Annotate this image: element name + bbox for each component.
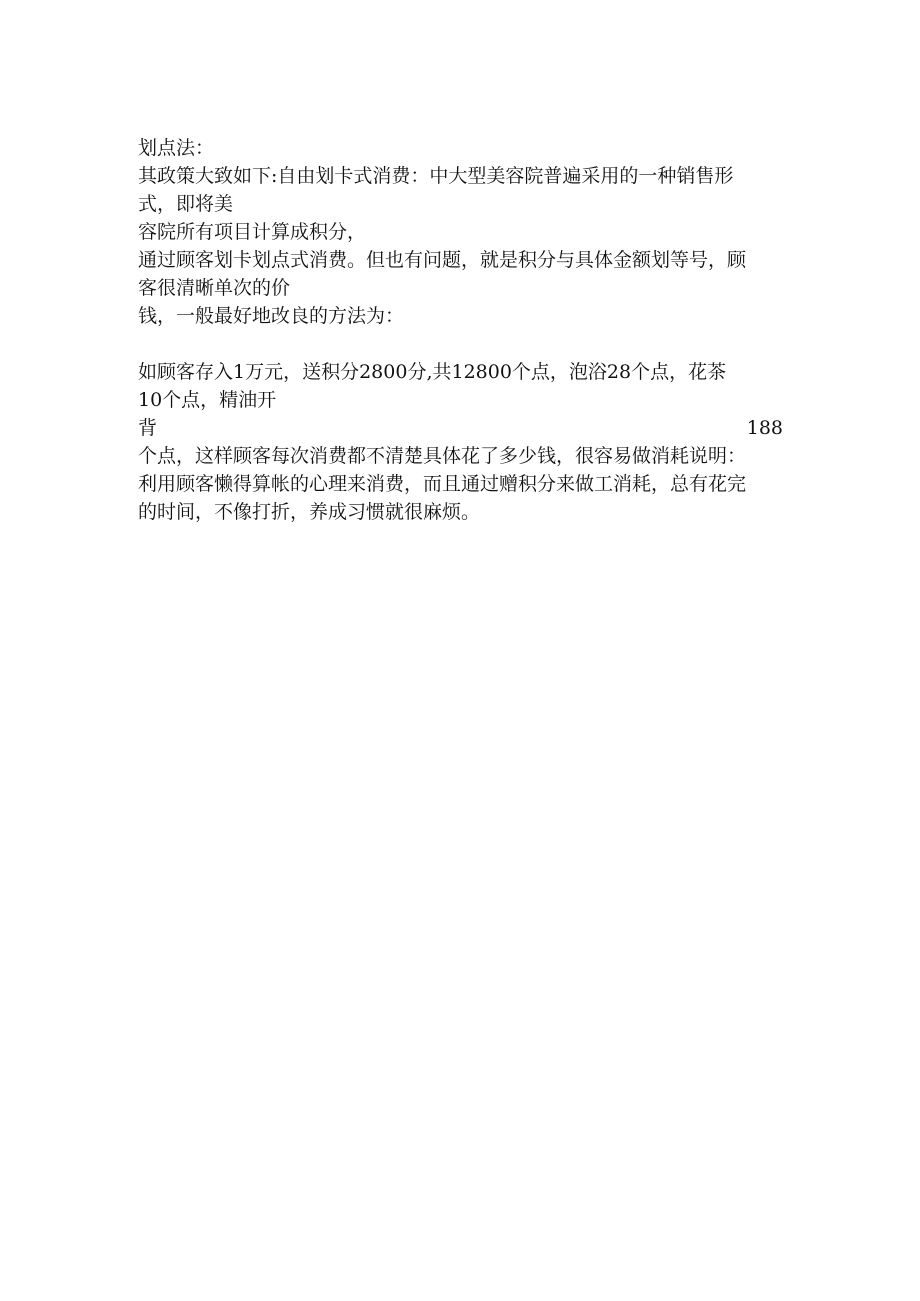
paragraph-line: 钱，一般最好地改良的方法为： <box>138 305 405 327</box>
document-body <box>138 134 783 554</box>
paragraph-line: 客很清晰单次的价 <box>138 277 291 299</box>
paragraph-line: 的时间，不像打折，养成习惯就很麻烦。 <box>138 501 481 523</box>
paragraph-line: 利用顾客懒得算帐的心理来消费，而且通过赠积分来做工消耗，总有花完 <box>138 473 747 495</box>
line-left-text: 背 <box>138 417 158 439</box>
paragraph-line: 式，即将美 <box>138 193 234 215</box>
paragraph-policy <box>138 162 783 330</box>
paragraph-line-split <box>138 414 783 442</box>
paragraph-example <box>138 358 783 526</box>
paragraph-line: 个点，这样顾客每次消费都不清楚具体花了多少钱，很容易做消耗说明： <box>138 445 747 467</box>
paragraph-line: 10个点，精油开 <box>138 389 277 411</box>
paragraph-line: 容院所有项目计算成积分， <box>138 221 367 243</box>
paragraph-line: 如顾客存入1万元，送积分2800分,共12800个点，泡浴28个点，花茶 <box>138 361 727 383</box>
paragraph-line: 其政策大致如下:自由划卡式消费：中大型美容院普遍采用的一种销售形 <box>138 165 734 187</box>
paragraph-line: 通过顾客划卡划点式消费。但也有问题，就是积分与具体金额划等号，顾 <box>138 249 747 271</box>
section-heading: 划点法： <box>138 137 215 159</box>
line-right-number: 188 <box>746 417 783 439</box>
